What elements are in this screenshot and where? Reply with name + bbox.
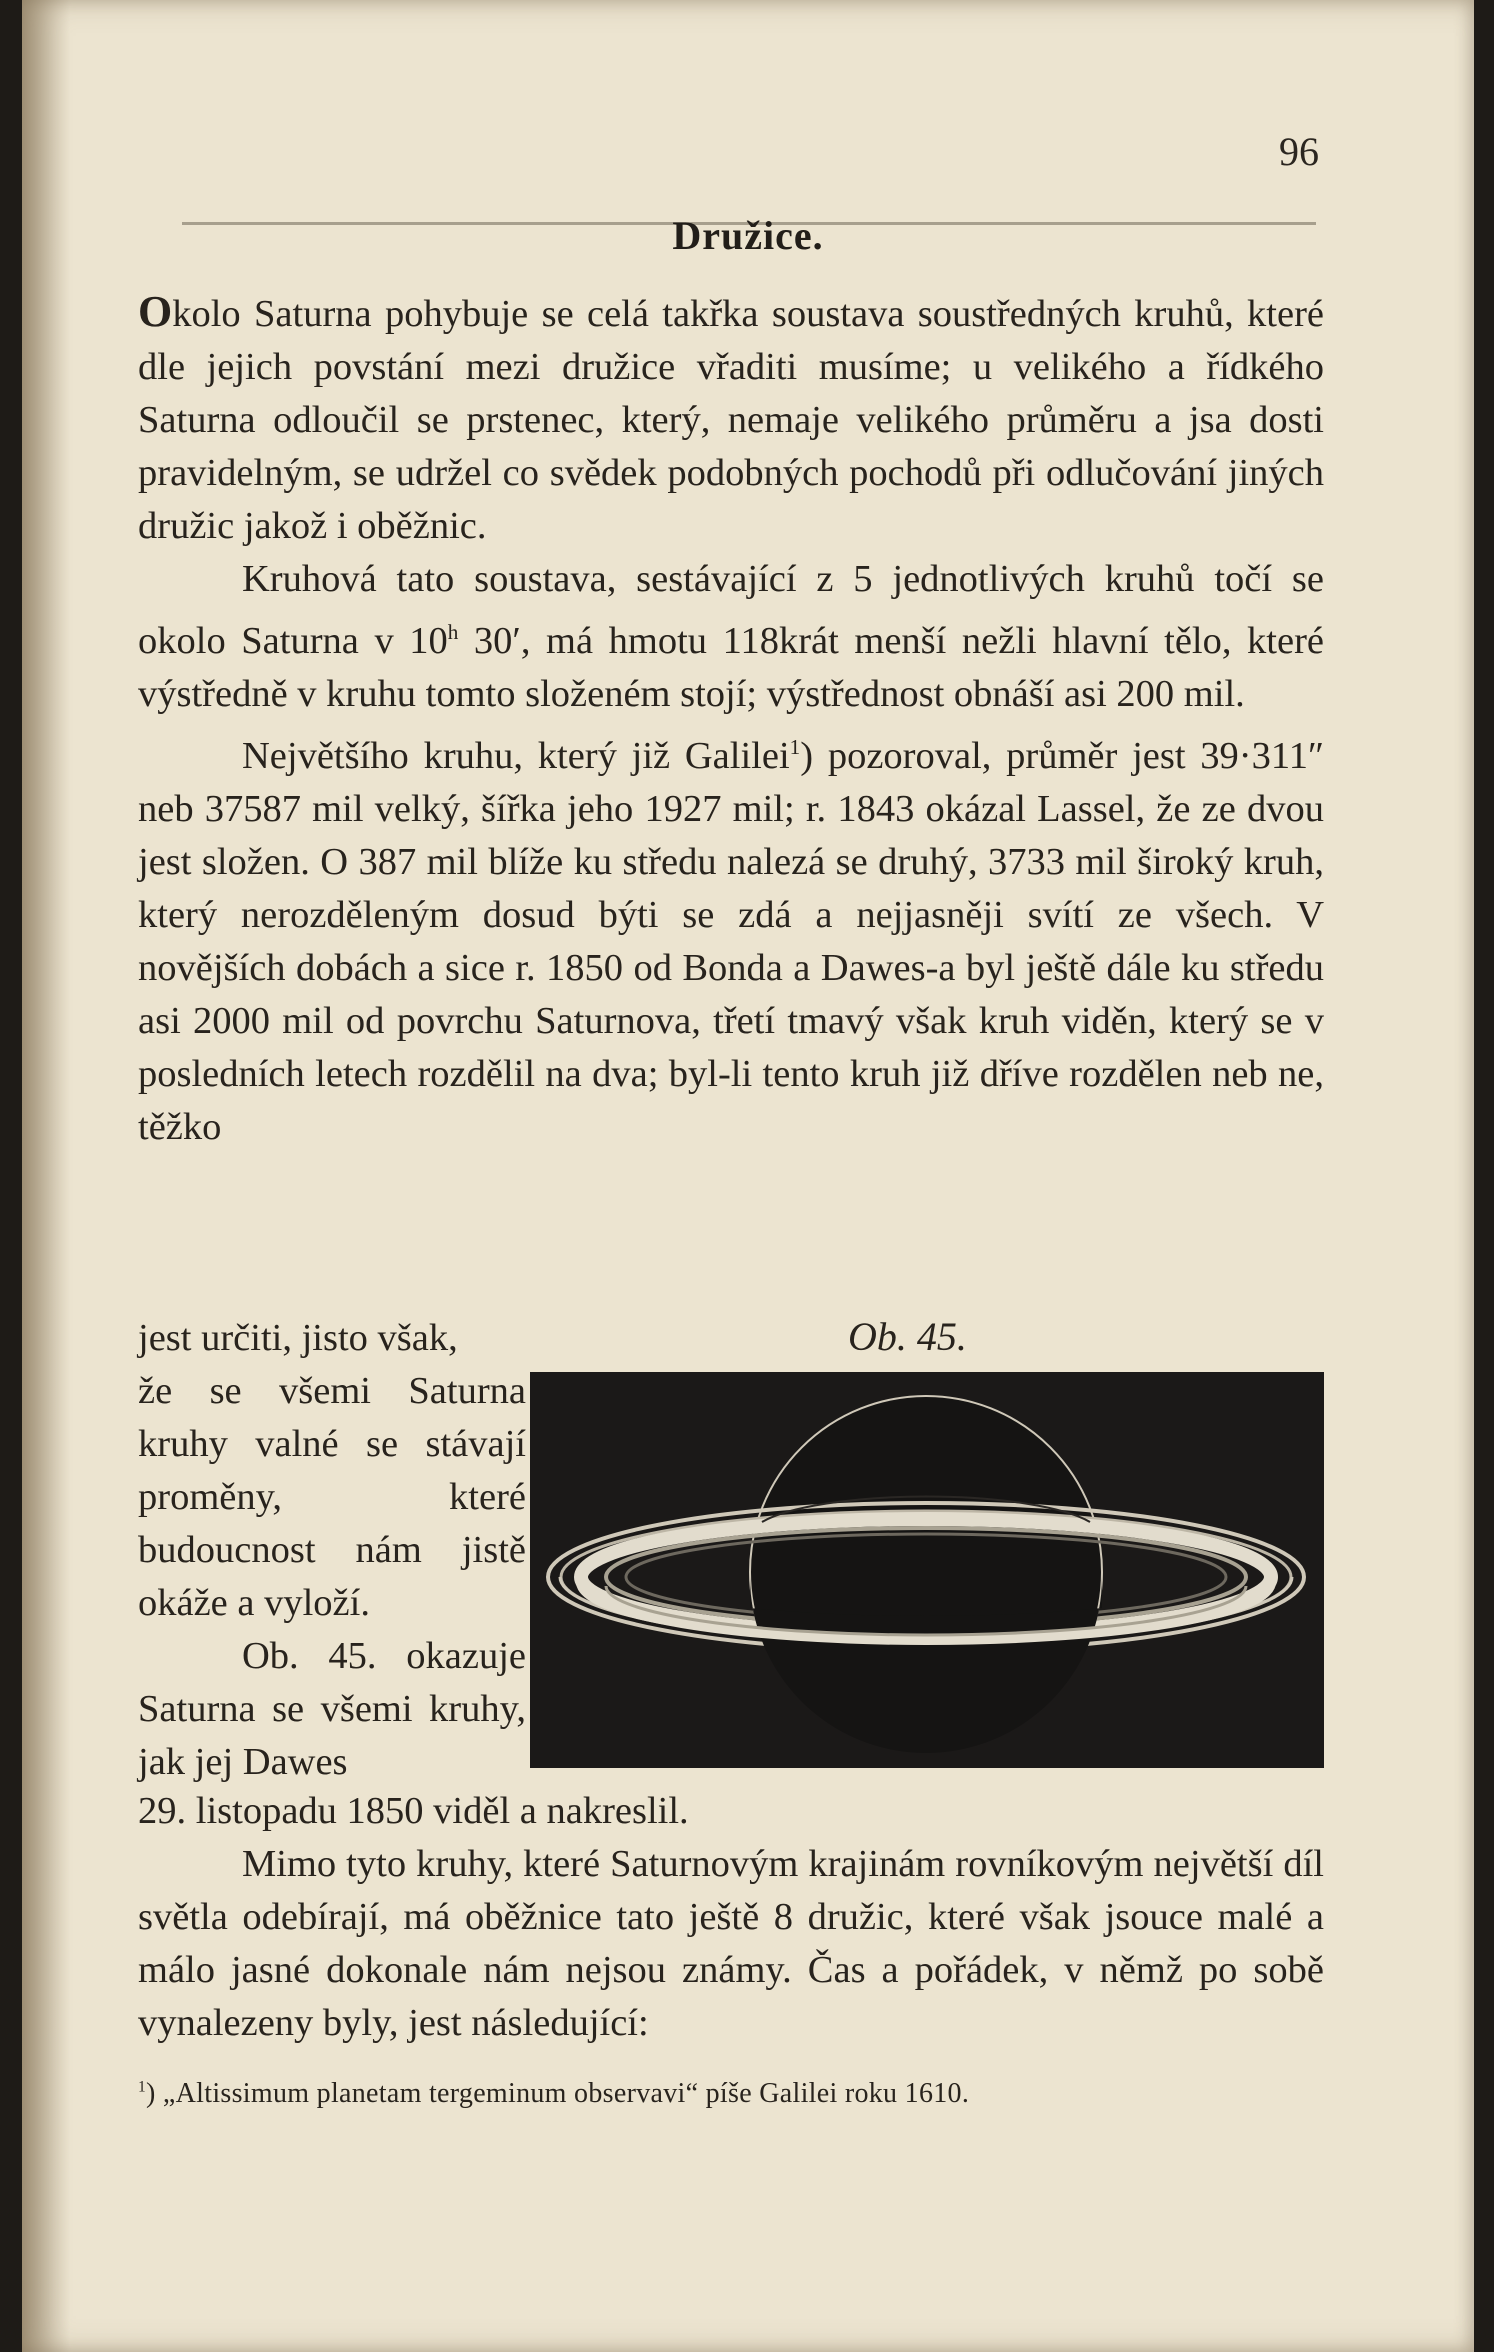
page-number: 96	[1279, 129, 1319, 174]
footnote-marker: 1	[138, 2078, 146, 2096]
paragraph-1-text: kolo Saturna pohybuje se celá takřka soustava soustředných kruhů, které dle jejich povstání mezi družice vřaditi musíme; u velikého a řídkého Saturna odloučil se prstenec, který, nemaje velikého průměru a jsa dosti pravidelným, se udržel co svědek podobných pochodů při odlučování jiných družic jakož i oběžnic.	[138, 293, 1324, 547]
paragraph-2-text-a: Kruhová tato soustava, sestávající z 5 jednotlivých kruhů točí se okolo Saturna v 10	[138, 558, 1324, 662]
body-text-bottom	[138, 1785, 1324, 2050]
narrow-text: že se všemi Saturna kruhy valné se stávají proměny, které budoucnost nám jistě okáže a vyloží.	[138, 1370, 526, 1624]
saturn-illustration	[530, 1372, 1324, 1768]
footnote-text: ) „Altissimum planetam tergeminum observavi“ píše Galilei roku 1610.	[146, 2078, 970, 2109]
narrow-line-1: jest určiti, jisto však,	[138, 1317, 458, 1359]
footnote-ref: 1	[789, 734, 801, 759]
after-figure-line: 29. listopadu 1850 viděl a nakreslil.	[138, 1790, 689, 1832]
paragraph-3-text-b: ) pozoroval, průměr jest 39·311″ neb 37587 mil velký, šířka jeho 1927 mil; r. 1843 okázal Lassel, že ze dvou jest složen. O 387 mil blíže ku středu nalezá se druhý, 3733 mil široký kruh, který nerozděleným dosud býti se zdá a nejjasněji svítí ze všech. V novějších dobách a sice r. 1850 od Bonda a Dawes-a byl ještě dále ku středu asi 2000 mil od povrchu Saturnova, třetí tmavý však kruh viděn, který se v posledních letech rozdělil na dva; byl-li tento kruh již dříve rozdělen neb ne, těžko	[138, 734, 1324, 1148]
paragraph-satellites: Mimo tyto kruhy, které Saturnovým krajinám rovníkovým největší díl světla odebírají, má oběžnice tato ještě 8 družic, které však jsouce malé a málo jasné dokonale nám nejsou známy. Čas a pořádek, v němž po sobě vynalezeny byly, jest následující:	[138, 1843, 1324, 2044]
section-heading: Družice.	[672, 213, 824, 258]
hours-superscript: h	[447, 620, 459, 644]
paragraph-3	[138, 721, 1324, 1154]
figure-caption: Ob. 45.	[848, 1314, 967, 1359]
figure-reference-paragraph: Ob. 45. okazuje Saturna se všemi kruhy, jak jej Dawes	[138, 1635, 526, 1783]
footnote	[138, 2078, 1324, 2110]
dropcap: O	[138, 287, 173, 336]
body-text-top	[138, 285, 1324, 1154]
text-beside-figure	[138, 1312, 526, 1789]
paragraph-1	[138, 285, 1324, 553]
page-fold-shadow	[22, 0, 70, 2352]
paragraph-2-text-b: 30′, má hmotu 118krát menší nežli hlavní tělo, které výstředně v kruhu tomto složeném stojí; výstřednost obnáší asi 200 mil.	[138, 619, 1324, 715]
book-page	[22, 0, 1474, 2352]
paragraph-2	[138, 553, 1324, 721]
saturn-figure	[530, 1372, 1324, 1768]
paragraph-3-text-a: Největšího kruhu, který již Galilei	[242, 734, 790, 777]
